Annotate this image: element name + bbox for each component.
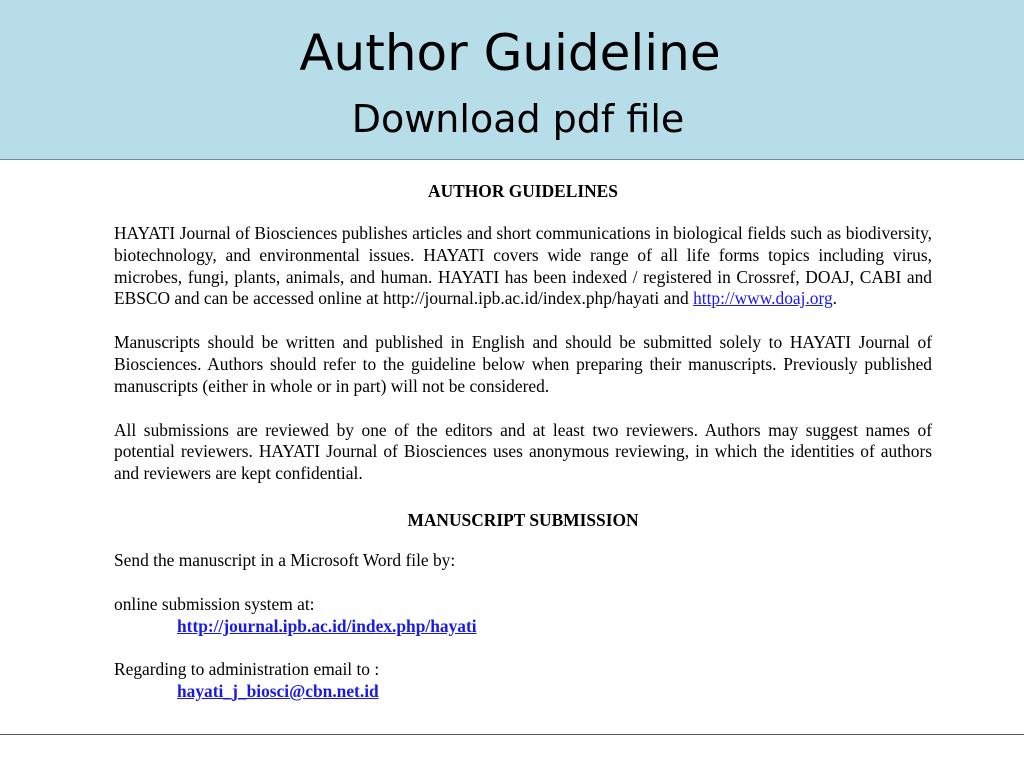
author-guidelines-heading: AUTHOR GUIDELINES: [428, 181, 618, 201]
online-submission-label: online submission system at:: [114, 593, 315, 614]
download-pdf-link[interactable]: Download pdf file: [351, 97, 685, 141]
header-banner: [0, 0, 1024, 160]
manuscript-submission-heading: MANUSCRIPT SUBMISSION: [407, 509, 639, 530]
intro-paragraph-text: HAYATI Journal of Biosciences publishes articles and short communications in biological fields such as biodiversity, biotechnology, and environmental issues. HAYATI covers wide range of all life forms topics including virus, microbes, fungi, plants, animals, and human. HAYATI has been indexed / registered in Crossref, DOAJ, CABI and EBSCO and can be accessed online at http://journal.ipb.ac.id/index.php/hayati and: [114, 223, 932, 309]
send-manuscript-line: Send the manuscript in a Microsoft Word file by:: [114, 549, 456, 570]
administration-email-link[interactable]: hayati_j_biosci@cbn.net.id: [177, 681, 379, 702]
review-paragraph: All submissions are reviewed by one of the editors and at least two reviewers. Authors may suggest names of potential reviewers. HAYATI Journal of Biosciences uses anonymous reviewing, in which the identities of authors and reviewers are kept confidential.: [114, 419, 932, 484]
bottom-divider: [0, 734, 1024, 735]
slide-title: Author Guideline: [299, 24, 721, 82]
manuscript-language-paragraph: Manuscripts should be written and published in English and should be submitted solely to HAYATI Journal of Biosciences. Authors should refer to the guideline below when preparing their manuscripts. Previously published manuscripts (either in whole or in part) will not be considered.: [114, 332, 932, 396]
document-image: [114, 178, 932, 703]
intro-paragraph-end: .: [832, 288, 838, 309]
intro-paragraph: [114, 223, 932, 310]
doaj-link[interactable]: http://www.doaj.org: [693, 288, 833, 309]
online-submission-link[interactable]: http://journal.ipb.ac.id/index.php/hayati: [177, 615, 477, 636]
administration-email-label: Regarding to administration email to :: [114, 659, 380, 680]
